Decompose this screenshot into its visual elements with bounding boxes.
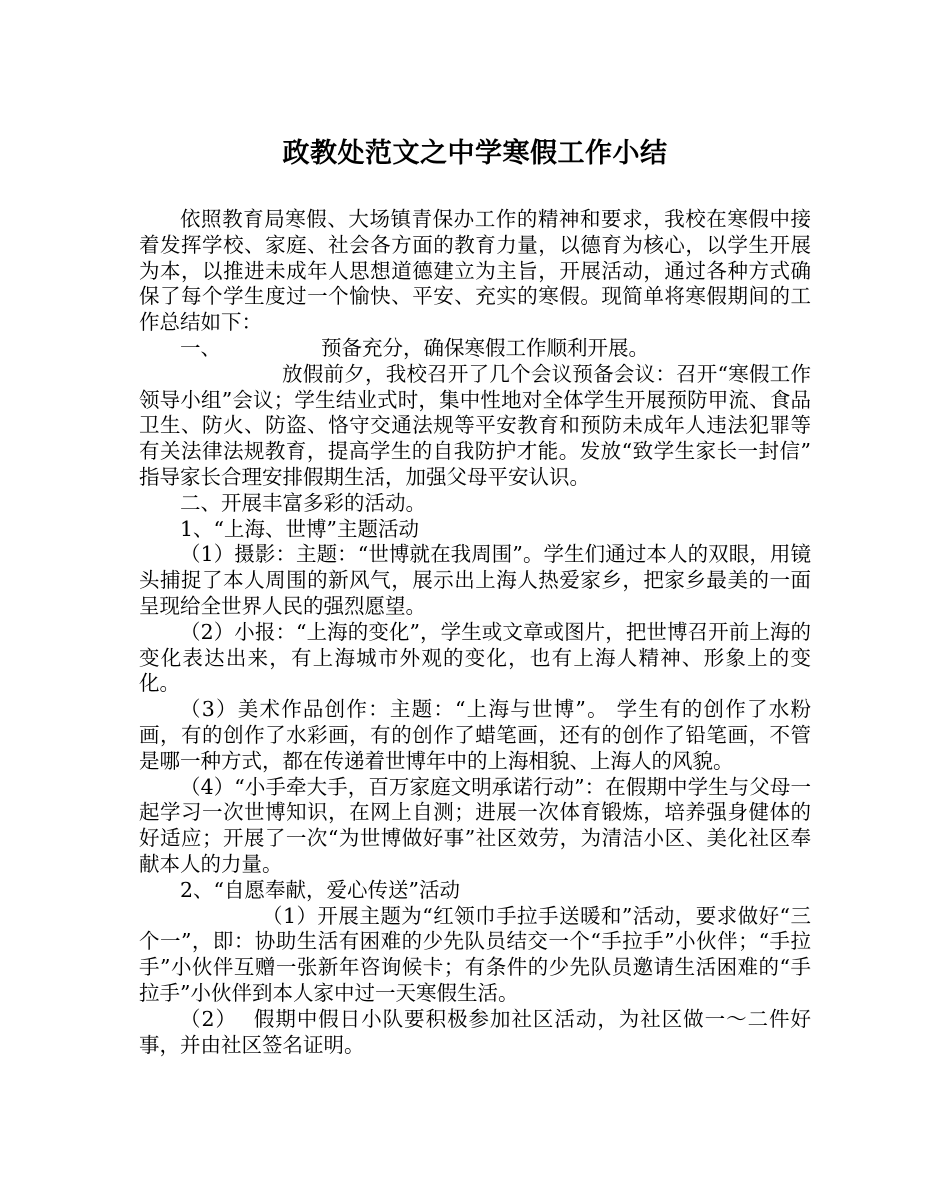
item-2-2-number: （2） xyxy=(180,1006,237,1031)
document-title: 政教处范文之中学寒假工作小结 xyxy=(282,138,668,169)
subsection-1-heading: 1、“上海、世博”主题活动 xyxy=(180,516,420,541)
document-body xyxy=(139,207,818,1058)
section-one-number: 一、 xyxy=(180,335,221,360)
item-1-2-paragraph: （2）小报：“上海的变化”，学生或文章或图片，把世博召开前上海的变化表达出来，有上海城市外观的变化，也有上海人精神、形象上的变化。 xyxy=(139,619,811,696)
subsection-2-heading: 2、“自愿奉献，爱心传送”活动 xyxy=(180,877,461,902)
section-one-heading xyxy=(139,336,811,362)
section-one-title: 预备充分，确保寒假工作顺利开展。 xyxy=(321,335,649,360)
section-one-paragraph: 放假前夕，我校召开了几个会议预备会议：召开“寒假工作领导小组”会议；学生结业式时，集中性地对全体学生开展预防甲流、食品卫生、防火、防盗、恪守交通法规等平安教育和预防未成年人违法犯罪等有关法律法规教育，提高学生的自我防护才能。发放“致学生家长一封信” 指导家长合理安排假期生活，加强父母平安认识。 xyxy=(139,361,818,489)
intro-paragraph: 依照教育局寒假、大场镇青保办工作的精神和要求，我校在寒假中接着发挥学校、家庭、社会各方面的教育力量，以德育为核心，以学生开展为本，以推进未成年人思想道德建立为主旨，开展活动，通过各种方式确保了每个学生度过一个愉快、平安、充实的寒假。现简单将寒假期间的工作总结如下： xyxy=(139,207,811,335)
section-two-heading: 二、开展丰富多彩的活动。 xyxy=(180,490,426,515)
item-2-1-paragraph: （1）开展主题为“红领巾手拉手送暖和”活动，要求做好“三个一”，即：协助生活有困难的少先队员结交一个“手拉手”小伙伴；“手拉手”小伙伴互赠一张新年咨询候卡；有条件的少先队员邀请生活困难的“手拉手”小伙伴到本人家中过一天寒假生活。 xyxy=(139,903,811,1005)
item-1-3-paragraph: （3）美术作品创作：主题：“上海与世博”。 学生有的创作了水粉画，有的创作了水彩画，有的创作了蜡笔画，还有的创作了铅笔画，不管是哪一种方式，都在传递着世博年中的上海相貌、上海人的风貌。 xyxy=(139,697,811,773)
item-2-2-paragraph xyxy=(139,1007,811,1059)
item-2-2-text: 假期中假日小队要积极参加社区活动，为社区做一～二件好事，并由社区签名证明。 xyxy=(139,1006,811,1057)
item-1-4-paragraph: （4）“小手牵大手，百万家庭文明承诺行动”：在假期中学生与父母一起学习一次世博知识，在网上自测；进展一次体育锻炼，培养强身健体的好适应；开展了一次“为世博做好事”社区效劳，为清洁小区、美化社区奉献本人的力量。 xyxy=(139,774,811,876)
item-1-1-paragraph: （1）摄影：主题：“世博就在我周围”。学生们通过本人的双眼，用镜头捕捉了本人周围的新风气，展示出上海人热爱家乡，把家乡最美的一面呈现给全世界人民的强烈愿望。 xyxy=(139,542,811,618)
